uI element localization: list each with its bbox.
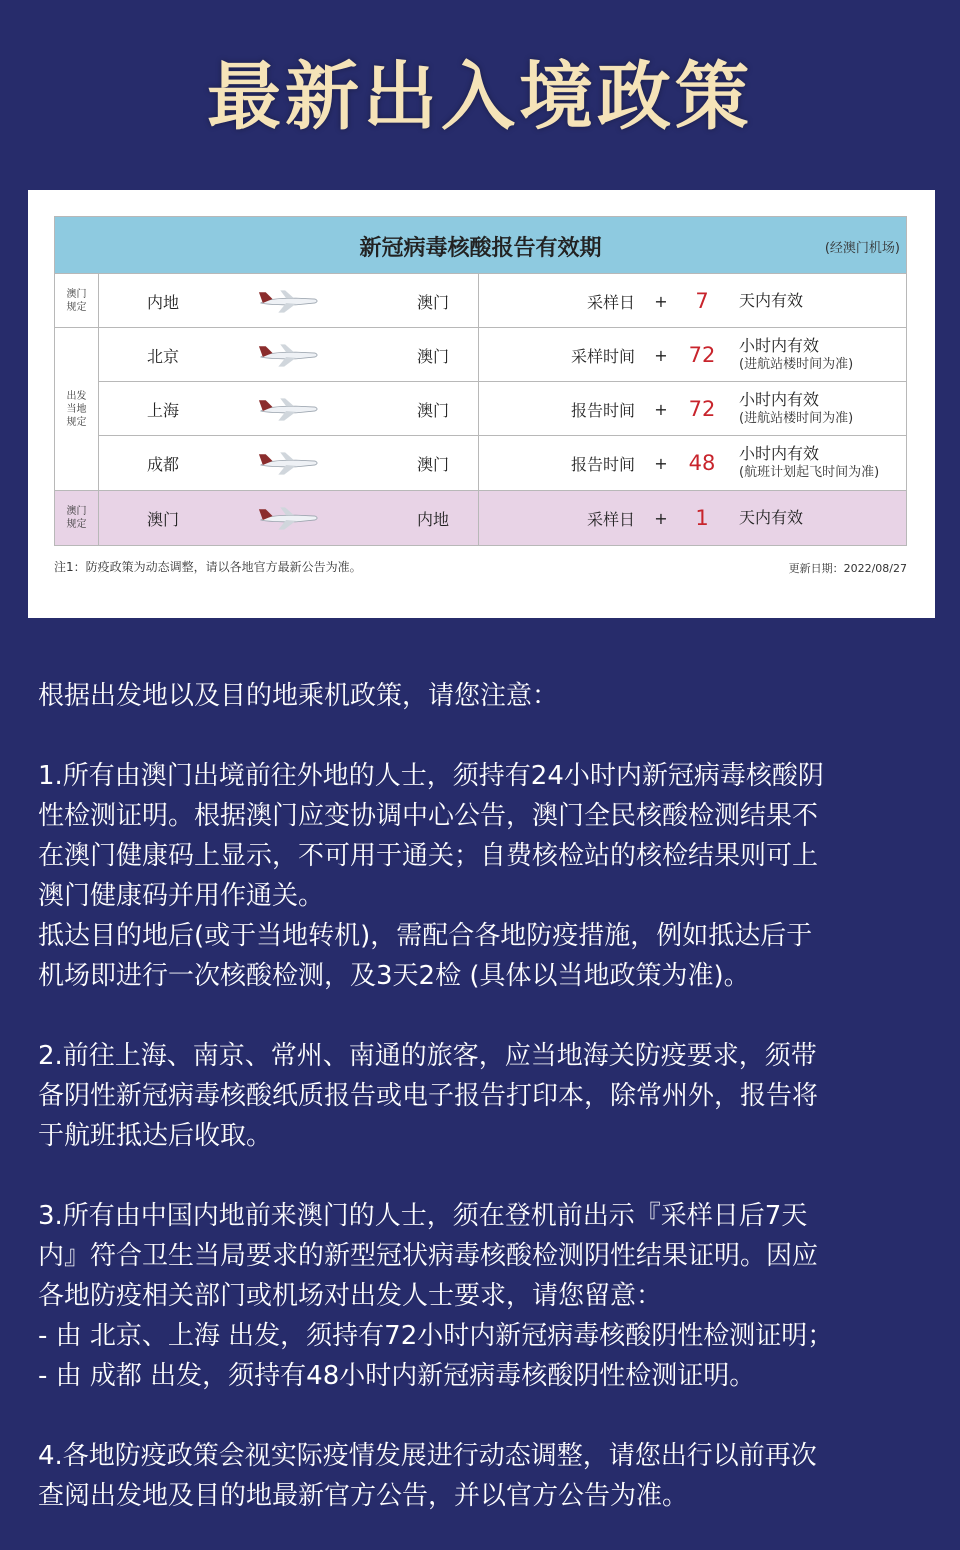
row-from: 澳门 xyxy=(147,509,180,529)
airplane-icon xyxy=(257,436,321,490)
row-unit-note: (进航站楼时间为准) xyxy=(739,411,854,426)
airplane-icon xyxy=(257,274,321,328)
row-plus: + xyxy=(654,508,668,528)
row-to: 澳门 xyxy=(417,292,450,312)
airplane-icon xyxy=(257,382,321,436)
airplane-icon xyxy=(257,491,321,545)
category-macau-rule-top: 澳门 规定 xyxy=(55,273,99,327)
row-unit-note: (航班计划起飞时间为准) xyxy=(739,465,880,480)
row-plus: + xyxy=(654,399,668,419)
row-unit-label: 天内有效 xyxy=(739,508,804,527)
row-to: 内地 xyxy=(417,509,450,529)
row-basis: 采样日 xyxy=(586,292,635,312)
category-macau-rule-bottom: 澳门 规定 xyxy=(55,490,99,545)
paragraph-3-line: 内』符合卫生当局要求的新型冠状病毒核酸检测阴性结果证明。因应 xyxy=(38,1241,819,1271)
row-unit xyxy=(739,274,909,328)
paragraph-4-line: 查阅出发地及目的地最新官方公告，并以官方公告为准。 xyxy=(38,1481,689,1511)
row-number: 7 xyxy=(695,289,709,313)
paragraph-3-line: - 由 成都 出发，须持有48小时内新冠病毒核酸阴性检测证明。 xyxy=(38,1361,756,1391)
policy-card xyxy=(28,190,935,618)
intro-text: 根据出发地以及目的地乘机政策，请您注意： xyxy=(38,681,559,711)
row-unit xyxy=(739,491,909,545)
column-divider xyxy=(478,491,479,545)
paragraph-1-line: 在澳门健康码上显示，不可用于通关；自费核检站的核检结果则可上 xyxy=(38,841,819,871)
row-unit xyxy=(739,328,909,382)
paragraph-2-line: 于航班抵达后收取。 xyxy=(38,1121,273,1151)
table-subtitle: (经澳门机场) xyxy=(824,241,900,256)
row-from: 成都 xyxy=(147,454,180,474)
row-number: 72 xyxy=(688,397,716,421)
category-departure-rule: 出发 当地 规定 xyxy=(55,327,99,490)
table-row xyxy=(99,273,906,327)
row-basis: 采样日 xyxy=(586,509,635,529)
table-row xyxy=(99,327,906,381)
row-to: 澳门 xyxy=(417,346,450,366)
row-from: 上海 xyxy=(147,400,180,420)
page-title: 最新出入境政策 xyxy=(207,54,753,140)
row-number: 1 xyxy=(695,506,709,530)
row-unit xyxy=(739,436,909,490)
paragraph-1-line: 性检测证明。根据澳门应变协调中心公告，澳门全民核酸检测结果不 xyxy=(38,801,819,831)
row-unit-label: 小时内有效 xyxy=(739,444,820,463)
table-footnote: 注1：防疫政策为动态调整，请以各地官方最新公告为准。 xyxy=(54,560,362,574)
row-unit-label: 小时内有效 xyxy=(739,390,820,409)
column-divider xyxy=(478,328,479,382)
row-basis: 报告时间 xyxy=(570,400,635,420)
validity-table xyxy=(54,216,907,546)
update-date: 更新日期：2022/08/27 xyxy=(788,562,907,575)
row-from: 内地 xyxy=(147,292,180,312)
row-basis: 采样时间 xyxy=(570,346,635,366)
policy-text xyxy=(38,676,928,1516)
row-unit-label: 天内有效 xyxy=(739,291,804,310)
row-number: 48 xyxy=(688,451,716,475)
table-row xyxy=(99,381,906,435)
row-unit-label: 小时内有效 xyxy=(739,336,820,355)
row-from: 北京 xyxy=(147,346,180,366)
table-title: 新冠病毒核酸报告有效期 xyxy=(359,236,602,261)
paragraph-2-line: 2.前往上海、南京、常州、南通的旅客，应当地海关防疫要求，须带 xyxy=(38,1041,817,1071)
row-plus: + xyxy=(654,345,668,365)
paragraph-1-line: 机场即进行一次核酸检测，及3天2检 (具体以当地政策为准)。 xyxy=(38,961,750,991)
table-header xyxy=(55,217,906,273)
column-divider xyxy=(478,274,479,328)
row-to: 澳门 xyxy=(417,454,450,474)
row-number: 72 xyxy=(688,343,716,367)
table-row xyxy=(99,435,906,489)
table-row xyxy=(99,490,906,545)
paragraph-3-line: 3.所有由中国内地前来澳门的人士，须在登机前出示『采样日后7天 xyxy=(38,1201,808,1231)
row-to: 澳门 xyxy=(417,400,450,420)
paragraph-1-line: 澳门健康码并用作通关。 xyxy=(38,881,325,911)
paragraph-4-line: 4.各地防疫政策会视实际疫情发展进行动态调整，请您出行以前再次 xyxy=(38,1441,817,1471)
column-divider xyxy=(478,382,479,436)
column-divider xyxy=(478,436,479,490)
row-basis: 报告时间 xyxy=(570,454,635,474)
airplane-icon xyxy=(257,328,321,382)
paragraph-1-line: 抵达目的地后(或于当地转机)，需配合各地防疫措施，例如抵达后于 xyxy=(38,921,813,951)
paragraph-3-line: - 由 北京、上海 出发，须持有72小时内新冠病毒核酸阴性检测证明； xyxy=(38,1321,834,1351)
paragraph-3-line: 各地防疫相关部门或机场对出发人士要求，请您留意： xyxy=(38,1281,663,1311)
row-unit xyxy=(739,382,909,436)
paragraph-2-line: 备阴性新冠病毒核酸纸质报告或电子报告打印本，除常州外，报告将 xyxy=(38,1081,819,1111)
row-unit-note: (进航站楼时间为准) xyxy=(739,357,854,372)
paragraph-1-line: 1.所有由澳门出境前往外地的人士，须持有24小时内新冠病毒核酸阴 xyxy=(38,761,824,791)
row-plus: + xyxy=(654,291,668,311)
row-plus: + xyxy=(654,453,668,473)
